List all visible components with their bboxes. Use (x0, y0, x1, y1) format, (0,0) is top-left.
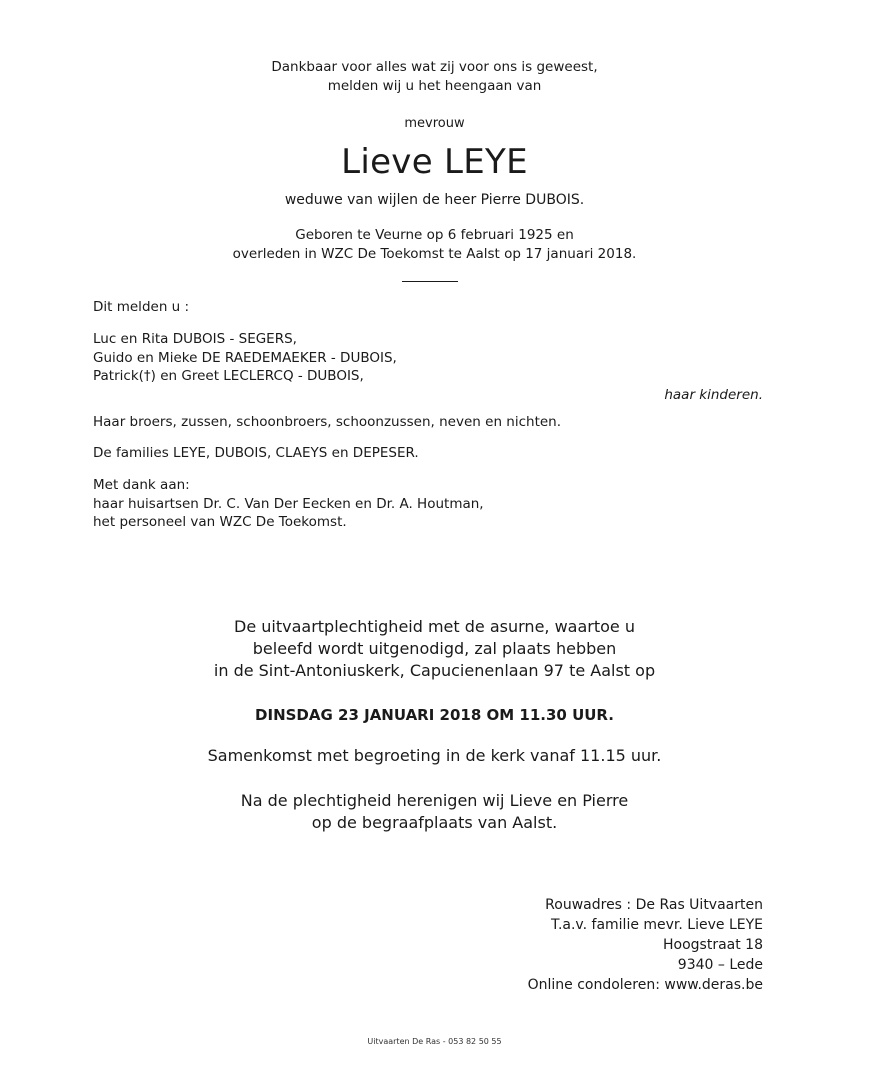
thanks-heading: Met dank aan: (93, 477, 190, 493)
list-item: Luc en Rita DUBOIS - SEGERS, (93, 331, 297, 347)
burial-line: op de begraafplaats van Aalst. (311, 813, 558, 832)
widow-of: weduwe van wijlen de heer Pierre DUBOIS. (284, 192, 585, 208)
birth-death-info (0, 226, 869, 264)
intro-line: melden wij u het heengaan van (327, 78, 542, 94)
thanks-line: haar huisartsen Dr. C. Van Der Eecken en Dr. A. Houtman, (93, 495, 484, 512)
ceremony-invitation (0, 616, 869, 682)
list-item: Guido en Mieke DE RAEDEMAEKER - DUBOIS, (93, 349, 397, 366)
divider (402, 281, 458, 282)
gathering-info: Samenkomst met begroeting in de kerk vanaf 11.15 uur. (207, 746, 662, 765)
families-line: De families LEYE, DUBOIS, CLAEYS en DEPESER. (93, 445, 419, 461)
thanks-block (93, 476, 484, 532)
footer: Uitvaarten De Ras - 053 82 50 55 (367, 1037, 502, 1046)
children-list (93, 330, 397, 386)
thanks-line: het personeel van WZC De Toekomst. (93, 514, 347, 530)
list-item: Patrick(†) en Greet LECLERCQ - DUBOIS, (93, 368, 364, 384)
address-line: Rouwadres : De Ras Uitvaarten (545, 897, 763, 913)
children-role: haar kinderen. (664, 387, 763, 403)
ceremony-date: DINSDAG 23 JANUARI 2018 OM 11.30 UUR. (255, 706, 614, 724)
ceremony-line: in de Sint-Antoniuskerk, Capucienenlaan 97 te Aalst op (213, 661, 656, 680)
deceased-name: Lieve LEYE (341, 142, 528, 182)
deceased-title: mevrouw (404, 116, 465, 131)
birth-line: Geboren te Veurne op 6 februari 1925 en (295, 227, 574, 243)
announcers-heading: Dit melden u : (93, 299, 190, 315)
mourning-address (528, 895, 763, 995)
burial-info (0, 790, 869, 834)
relatives-line: Haar broers, zussen, schoonbroers, schoonzussen, neven en nichten. (93, 414, 562, 430)
address-line: T.a.v. familie mevr. Lieve LEYE (551, 917, 763, 933)
address-line: Hoogstraat 18 (663, 937, 763, 953)
ceremony-line: beleefd wordt uitgenodigd, zal plaats hebben (252, 639, 617, 658)
death-line: overleden in WZC De Toekomst te Aalst op 17 januari 2018. (232, 246, 637, 262)
condolence-link: Online condoleren: www.deras.be (527, 977, 763, 993)
address-line: 9340 – Lede (677, 957, 763, 973)
intro-text (0, 58, 869, 96)
ceremony-line: De uitvaartplechtigheid met de asurne, waartoe u (234, 617, 635, 636)
burial-line: Na de plechtigheid herenigen wij Lieve en Pierre (240, 791, 629, 810)
intro-line: Dankbaar voor alles wat zij voor ons is geweest, (271, 59, 598, 75)
